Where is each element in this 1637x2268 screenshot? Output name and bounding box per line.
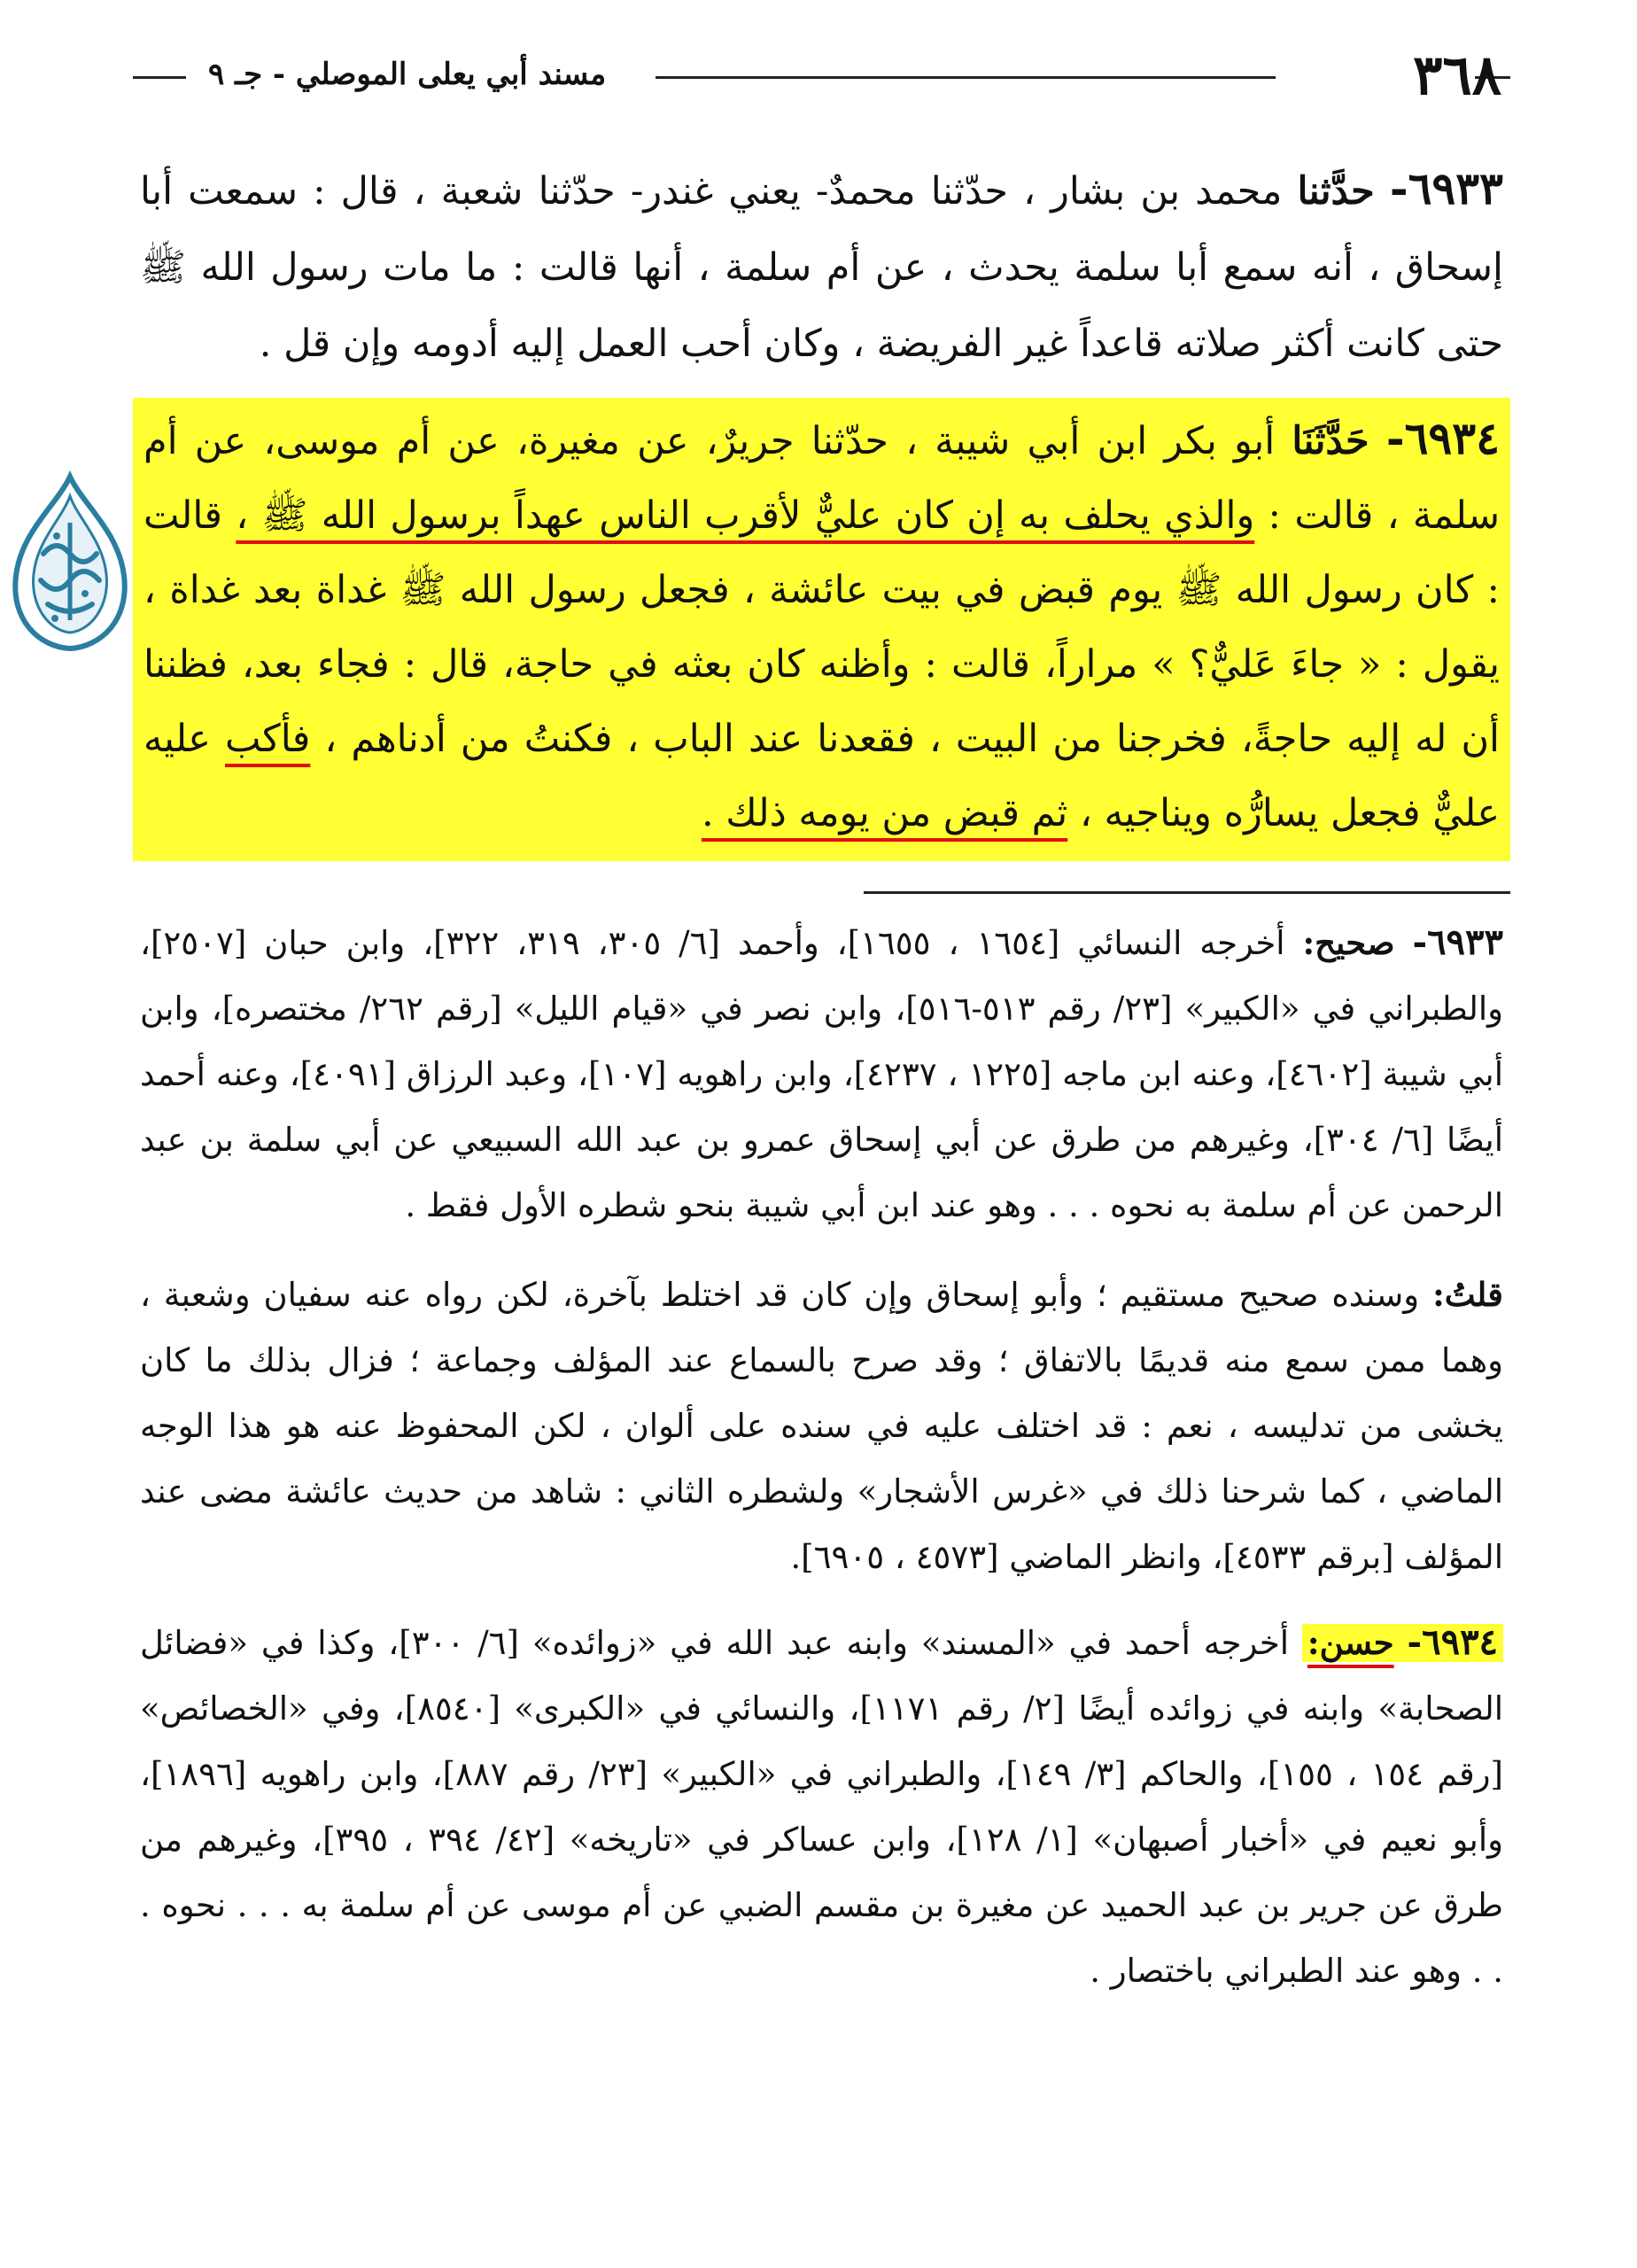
grade-label: حسن: [1307,1623,1394,1662]
commentary-text: وسنده صحيح مستقيم ؛ وأبو إسحاق وإن كان قد اختلط بآخرة، لكن رواه عنه سفيان وشعبة ، وهما ممن سمع منه قديمًا بالاتفاق ؛ وقد صرح بالسماع عند المؤلف وجماعة ؛ فزال بذلك ما كان يخشى من تدليسه ، نعم : قد اختلف عليه في سنده على ألوان ، لكن المحفوظ عنه هو هذا الوجه الماضي ، كما شرحنا ذلك في «غرس الأشجار» ولشطره الثاني : شاهد من حديث عائشة مضى عند المؤلف [برقم ٤٥٣٣]، وانظر الماضي [٤٥٧٣ ، ٦٩٠٥]. [140,1276,1503,1576]
hadith-number: ٦٩٣٤- [1385,412,1500,464]
hadith-number: ٦٩٣٣- [1389,162,1503,214]
hadith-6934-highlighted [133,398,1510,861]
hadith-lead: حدَّثنا [1297,169,1375,214]
commentary-lead: قلتُ: [1432,1275,1503,1314]
grade-label: صحيح: [1302,923,1395,962]
footnote-text: أخرجه النسائي [١٦٥٤ ، ١٦٥٥]، وأحمد [٦/ ٣٠٥، ٣١٩، ٣٢٢]، وابن حبان [٢٥٠٧]، والطبراني في «الكبير» [٢٣/ رقم ٥١٣-٥١٦]، وابن نصر في «قيام الليل» [رقم ٢٦٢/ مختصره]، وابن أبي شيبة [٤٦٠٢]، وعنه ابن ماجه [١٢٢٥ ، ٤٢٣٧]، وابن راهويه [١٠٧]، وعبد الرزاق [٤٠٩١]، وعنه أحمد أيضًا [٦/ ٣٠٤]، وغيرهم من طرق عن أبي إسحاق عمرو بن عبد الله السبيعي عن أبي سلمة بن عبد الرحمن عن أم سلمة به نحوه . . . وهو عند ابن أبي شيبة بنحو شطره الأول فقط . [140,924,1504,1224]
footnote-text: أخرجه أحمد في «المسند» وابنه عبد الله في «زوائده» [٦/ ٣٠٠]، وكذا في «فضائل الصحابة» وابنه في زوائده أيضًا [٢/ رقم ١١٧١]، والنسائي في «الكبرى» [٨٥٤٠]، وفي «الخصائص» [رقم ١٥٤ ، ١٥٥]، والحاكم [٣/ ١٤٩]، والطبراني في «الكبير» [٢٣/ رقم ٨٨٧]، وابن راهويه [١٨٩٦]، وأبو نعيم في «أخبار أصبهان» [١/ ١٢٨]، وابن عساكر في «تاريخه» [٤٢/ ٣٩٤ ، ٣٩٥]، وغيرهم من طرق عن جرير بن عبد الحميد عن مغيرة بن مقسم الضبي عن أم موسى عن أم سلمة به . . . نحوه . . . وهو عند الطبراني باختصار . [140,1624,1503,1990]
underlined-phrase: والذي يحلف به إن كان عليٌّ لأقرب الناس عهداً برسول الله ﷺ ، [236,493,1255,538]
footnote-number: ٦٩٣٣- [1412,921,1503,963]
page-header [133,35,1510,115]
hadith-6933 [133,151,1510,382]
footnote-6934 [133,1610,1510,2004]
calligraphy-logo-icon [4,470,136,656]
footnote-divider [864,891,1510,894]
underlined-word: فأكب [225,717,311,761]
header-rule-left [133,76,186,79]
header-rule-middle [656,76,1276,79]
hadith-text-part3: عليه عليٌّ فجعل يسارُّه ويناجيه ، [144,717,1500,835]
underlined-ending: ثم قبض من يومه ذلك . [701,791,1068,835]
footnote-number: ٦٩٣٤- [1407,1621,1499,1663]
page-number: ٣٦٨ [1413,43,1501,107]
footnote-6933 [133,910,1510,1239]
highlighted-grade [1302,1621,1503,1663]
hadith-text-part2: قالت : كان رسول الله ﷺ يوم قبض في بيت عائشة ، فجعل رسول الله ﷺ غداة بعد غداة ، يقول : « جاءَ عَليٌّ؟ » مراراً، قالت : وأظنه كان بعثه في حاجة، قال : فجاء بعد، فظننا أن له إليه حاجةً، فخرجنا من البيت ، فقعدنا عند الباب ، فكنتُ من أدناهم ، [144,493,1500,761]
running-title: مسند أبي يعلى الموصلي - جـ ٩ [208,57,607,92]
book-page [133,35,1510,2004]
hadith-lead: حَدَّثَنَا [1292,419,1369,463]
hadith-text: محمد بن بشار ، حدّثنا محمدٌ- يعني غندر- حدّثنا شعبة ، قال : سمعت أبا إسحاق ، أنه سمع أبا سلمة يحدث ، عن أم سلمة ، أنها قالت : ما مات رسول الله ﷺ حتى كانت أكثر صلاته قاعداً غير الفريضة ، وكان أحب العمل إليه أدومه وإن قل . [140,169,1503,366]
hadith-text-part1: أبو بكر ابن أبي شيبة ، حدّثنا جريرٌ، عن مغيرة، عن أم موسى، عن أم سلمة ، قالت : [144,419,1500,538]
footnote-commentary [133,1262,1510,1590]
